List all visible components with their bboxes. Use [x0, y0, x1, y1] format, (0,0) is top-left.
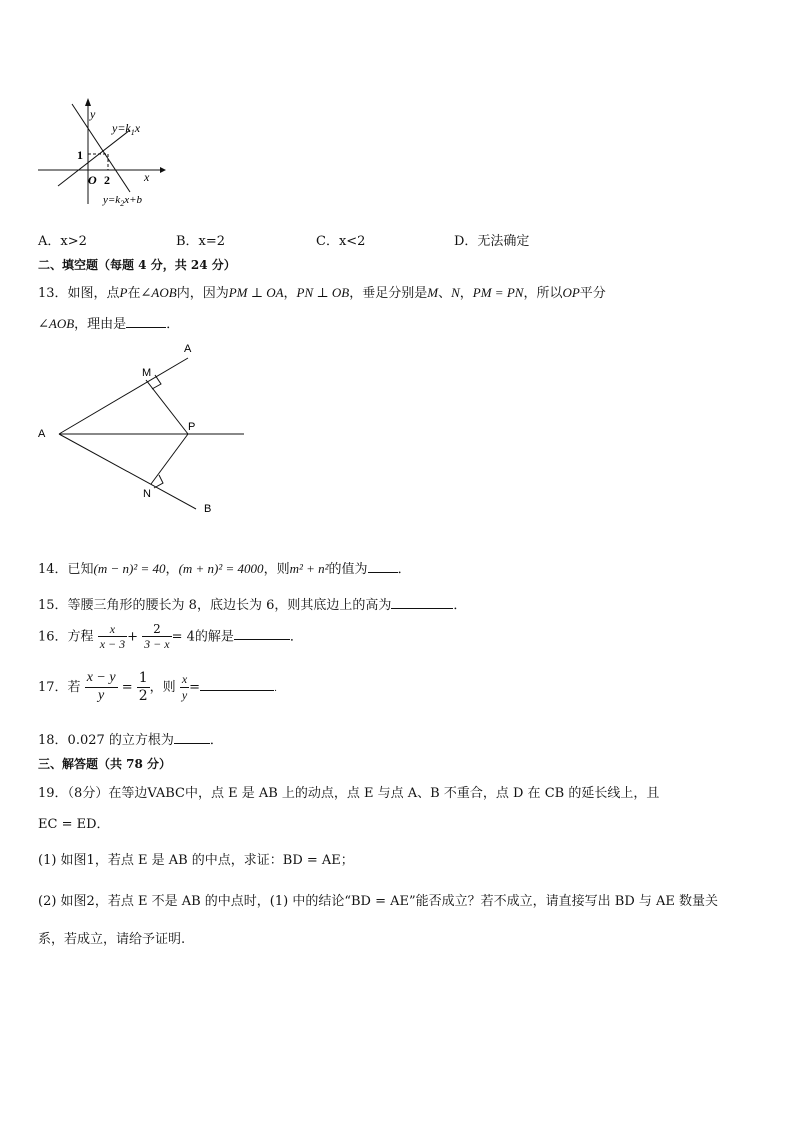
q19-line2: EC = ED． [38, 817, 110, 832]
q14-comma: ， [165, 562, 179, 577]
q14-end: ． [397, 562, 411, 577]
option-c: C．x<2 [316, 234, 366, 249]
q13-t1: 内，因为 [176, 286, 229, 301]
line2-label: $y=k_2x+b$ [103, 194, 142, 208]
q16-number: 16．方程 [38, 629, 94, 645]
q17-equals2: = [189, 679, 201, 695]
q13-end: ． [166, 317, 180, 332]
q13-op: OP [562, 285, 580, 300]
q13-pn-ob: PN ⊥ OB [296, 285, 350, 300]
q17-then: ，则 [149, 679, 176, 695]
q17-answer-blank[interactable] [200, 678, 274, 691]
q13-line2 [38, 313, 179, 332]
q13-angle2: ∠AOB [38, 316, 75, 331]
q17 [38, 670, 277, 705]
y-axis-arrow-icon [85, 98, 91, 106]
q16 [38, 622, 303, 652]
q16-end: ． [289, 629, 303, 645]
y-axis-label: y [90, 107, 96, 121]
q13-comma1: ， [283, 286, 297, 301]
q13-in: 在 [127, 286, 141, 301]
q14-expr3: m² + n² [289, 561, 329, 576]
q13-m: M [427, 285, 439, 300]
section-3-title: 三、解答题（共 78 分） [38, 757, 172, 771]
label-a-top: A [184, 343, 192, 355]
line1-label: $y=k_1x$ [112, 121, 141, 137]
q18 [38, 729, 223, 748]
q17-number: 17．若 [38, 679, 81, 695]
q18-answer-blank[interactable] [174, 731, 210, 744]
q14-expr1: (m − n)² = 40 [93, 561, 166, 576]
q16-plus: + [127, 629, 139, 645]
label-b: B [204, 503, 212, 515]
q15-answer-blank[interactable] [391, 596, 453, 609]
ray-oa [59, 358, 188, 434]
q15-end: ． [453, 598, 467, 613]
right-angle-m [152, 375, 161, 389]
q19-part2-line1: (2) 如图2，若点 E 不是 AB 的中点时，(1) 中的结论“BD = AE”能否成立？若不成立，请直接写出 BD 与 AE 数量关 [38, 894, 719, 909]
q13-t3: ，所以 [523, 286, 563, 301]
q15 [38, 594, 466, 613]
option-d: D．无法确定 [454, 234, 530, 249]
q16-equals: = 4 [171, 629, 195, 645]
tick-y-label: 1 [77, 148, 83, 162]
q14-answer-blank[interactable] [368, 560, 398, 573]
q13-angle: ∠AOB [140, 285, 177, 300]
q18-end: ． [209, 733, 223, 748]
x-axis-label: x [144, 170, 150, 184]
section-2-title: 二、填空题（每题 4 分，共 24 分） [38, 258, 236, 272]
q17-fraction3: $\frac{x}{y}$ [181, 672, 188, 702]
q19-part2-line2: 系，若成立，请给予证明. [38, 932, 186, 947]
label-n: N [143, 488, 151, 500]
tick-x-label: 2 [104, 173, 110, 187]
label-a-left: A [38, 428, 46, 440]
segment-pn [151, 434, 188, 484]
origin-label: O [88, 173, 97, 187]
option-b: B．x=2 [176, 234, 226, 249]
q13-pm-pn: PM = PN [472, 285, 524, 300]
q13-t5: ，理由是 [74, 317, 127, 332]
q14-then: ，则 [263, 562, 290, 577]
ray-ob [59, 434, 196, 509]
q13-p: P [119, 285, 128, 300]
x-axis-arrow-icon [160, 167, 166, 173]
q14-value-is: 的值为 [328, 562, 368, 577]
q13-t4: 平分 [579, 286, 606, 301]
q16-solution-is: 的解是 [194, 629, 234, 645]
q17-fraction1: $\frac{x - y}{y}$ [86, 670, 116, 703]
q18-text: 18．0.027 的立方根为 [38, 733, 174, 748]
label-m: M [142, 367, 152, 379]
q13-number: 13．如图，点 [38, 286, 120, 301]
q14 [38, 558, 411, 577]
q15-text: 15．等腰三角形的腰长为 8，底边长为 6，则其底边上的高为 [38, 598, 392, 613]
q13-answer-blank[interactable] [126, 315, 166, 328]
label-p: P [188, 421, 196, 433]
q13-pm-oa: PM ⊥ OA [228, 285, 284, 300]
q17-fraction2: $\frac{1}{2}$ [138, 670, 148, 704]
q19-part1: (1) 如图1，若点 E 是 AB 的中点，求证：BD = AE； [38, 853, 354, 868]
q16-fraction2: $\frac{2}{3 - x}$ [144, 622, 170, 652]
q17-equals: = [121, 679, 133, 695]
segment-pm [146, 380, 188, 434]
q14-expr2: (m + n)² = 4000 [178, 561, 264, 576]
q16-answer-blank[interactable] [234, 627, 290, 640]
q13-line1 [38, 282, 606, 301]
right-angle-n [154, 475, 163, 488]
q13-comma2: ， [459, 286, 473, 301]
q13-figure [30, 336, 260, 522]
q14-number: 14．已知 [38, 562, 94, 577]
option-a: A．x>2 [38, 234, 87, 249]
q19-line1: 19．（8分）在等边VABC中，点 E 是 AB 上的动点，点 E 与点 A、B 不重合，点 D 在 CB 的延长线上，且 [38, 786, 660, 801]
q13-t2: ，垂足分别是 [349, 286, 428, 301]
q12-graph [30, 92, 170, 212]
q13-n: N [451, 285, 460, 300]
q13-sep: 、 [438, 286, 452, 301]
q17-end: . [274, 683, 277, 694]
q16-fraction1: $\frac{x}{x - 3}$ [99, 622, 126, 652]
